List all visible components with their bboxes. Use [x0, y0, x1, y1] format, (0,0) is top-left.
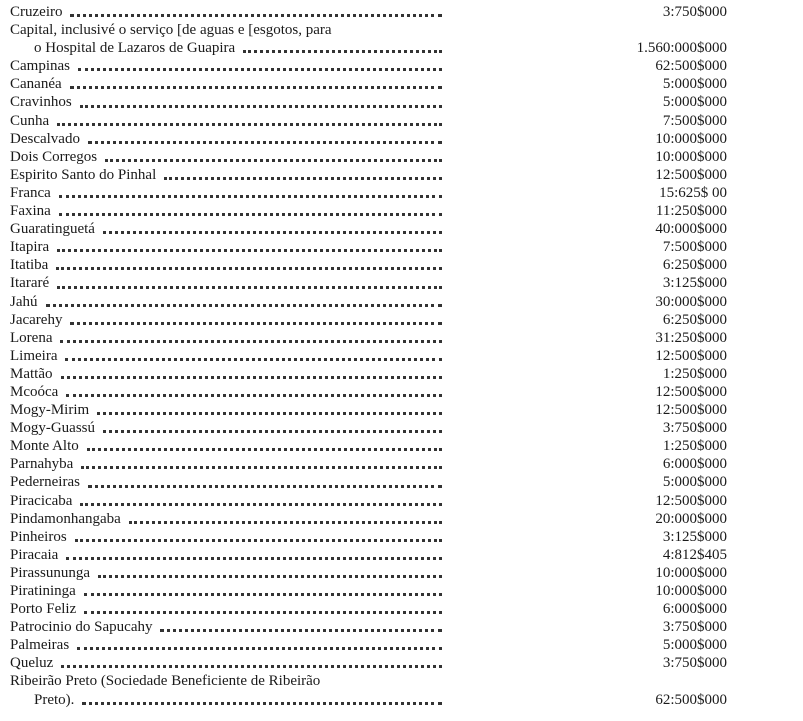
entry-name: Dois Corregos	[10, 148, 98, 165]
entry-name: Guaratinguetá	[10, 221, 95, 238]
entry-name: Mcoóca	[10, 383, 59, 400]
list-item	[0, 293, 803, 311]
dot-leader	[87, 448, 442, 451]
entry-value: 1:250$000	[662, 438, 727, 455]
entry-name: Itararé	[10, 275, 50, 292]
list-item	[0, 112, 803, 130]
entry-name-cell	[10, 455, 442, 473]
list-item	[0, 347, 803, 365]
entry-name: Cruzeiro	[10, 4, 63, 20]
list-item	[0, 166, 803, 184]
entry-value: 10:000$000	[655, 564, 727, 581]
entry-value: 3:750$000	[662, 420, 727, 437]
entry-line	[0, 39, 803, 57]
entry-line	[0, 293, 803, 311]
entry-value: 6:000$000	[662, 456, 727, 473]
entry-name: Preto).	[34, 691, 75, 708]
list-item	[0, 274, 803, 292]
list-item	[0, 311, 803, 329]
dot-leader	[66, 394, 442, 397]
entry-value: 3:125$000	[662, 275, 727, 292]
entry-name: Mogy-Guassú	[10, 420, 95, 437]
entry-line	[0, 455, 803, 473]
list-item	[0, 383, 803, 401]
entry-line	[0, 256, 803, 274]
entry-line	[0, 57, 803, 75]
dot-leader	[61, 665, 442, 668]
entry-line	[0, 220, 803, 238]
entry-value: 5:000$000	[662, 76, 727, 93]
list-item	[0, 618, 803, 636]
entry-line	[0, 238, 803, 256]
dot-leader	[243, 50, 442, 53]
dot-leader	[129, 521, 442, 524]
dot-leader	[84, 593, 442, 596]
list-item	[0, 492, 803, 510]
list-item	[0, 546, 803, 564]
entry-name: Itatiba	[10, 257, 49, 274]
entry-line	[0, 93, 803, 111]
list-item	[0, 3, 803, 21]
list-item	[0, 528, 803, 546]
entry-line	[0, 437, 803, 455]
entry-name-cell	[10, 329, 442, 347]
entry-name-cell	[10, 148, 442, 166]
entry-name: Parnahyba	[10, 456, 74, 473]
entry-name: Jahú	[10, 293, 38, 310]
entry-name: Mogy-Mirim	[10, 402, 90, 419]
list-item	[0, 256, 803, 274]
entry-line	[0, 311, 803, 329]
entry-name-cell	[10, 437, 442, 455]
entry-value: 12:500$000	[655, 492, 727, 509]
entry-line	[0, 564, 803, 582]
entry-name: Piracicaba	[10, 492, 73, 509]
entry-name-cell	[10, 582, 442, 600]
dot-leader	[105, 159, 442, 162]
dot-leader	[59, 213, 442, 216]
entry-value: 10:000$000	[655, 130, 727, 147]
entry-name-cell	[10, 3, 442, 21]
entry-line	[0, 383, 803, 401]
entry-name-cell	[10, 57, 442, 75]
entry-name-cell	[10, 220, 442, 238]
list-item	[0, 654, 803, 672]
entry-name-cell	[10, 365, 442, 383]
entry-name-cell	[10, 600, 442, 618]
dot-leader	[103, 430, 442, 433]
entry-name: Patrocinio do Sapucahy	[10, 619, 153, 636]
entry-name-cell	[10, 672, 442, 690]
entry-name: Espirito Santo do Pinhal	[10, 166, 157, 183]
list-item	[0, 202, 803, 220]
dot-leader	[98, 575, 442, 578]
dot-leader	[77, 647, 442, 650]
entry-name: Pirassununga	[10, 564, 90, 581]
entry-value: 11:250$000	[655, 203, 727, 220]
entry-value: 7:500$000	[662, 112, 727, 129]
list-item	[0, 419, 803, 437]
subsidy-list	[0, 3, 803, 709]
list-item	[0, 401, 803, 419]
entry-value: 12:500$000	[655, 402, 727, 419]
dot-leader	[80, 105, 442, 108]
list-item	[0, 21, 803, 57]
entry-line	[0, 473, 803, 491]
dot-leader	[70, 322, 442, 325]
entry-name-cell	[10, 93, 442, 111]
dot-leader	[80, 503, 442, 506]
entry-line	[0, 184, 803, 202]
entry-line	[0, 691, 803, 709]
dot-leader	[103, 231, 442, 234]
list-item	[0, 184, 803, 202]
dot-leader	[97, 412, 442, 415]
dot-leader	[65, 358, 442, 361]
entry-name-cell	[10, 401, 442, 419]
dot-leader	[88, 485, 442, 488]
dot-leader	[66, 557, 442, 560]
entry-value: 12:500$000	[655, 166, 727, 183]
entry-line	[0, 492, 803, 510]
dot-leader	[160, 629, 442, 632]
entry-name-cell	[10, 184, 442, 202]
entry-line	[0, 636, 803, 654]
entry-line	[0, 329, 803, 347]
entry-line	[0, 546, 803, 564]
entry-value: 3:125$000	[662, 528, 727, 545]
entry-value: 1.560:000$000	[636, 40, 727, 57]
entry-name: Campinas	[10, 58, 70, 75]
entry-name: Porto Feliz	[10, 601, 77, 618]
dot-leader	[46, 304, 443, 307]
entry-value: 3:750$000	[662, 655, 727, 672]
entry-name-cell	[10, 347, 442, 365]
entry-value: 40:000$000	[655, 221, 727, 238]
entry-name-cell	[10, 256, 442, 274]
entry-line	[0, 654, 803, 672]
entry-line	[0, 21, 803, 39]
entry-name: Pindamonhangaba	[10, 510, 121, 527]
entry-line	[0, 528, 803, 546]
list-item	[0, 636, 803, 654]
entry-line	[0, 75, 803, 93]
list-item	[0, 75, 803, 93]
dot-leader	[70, 14, 442, 17]
entry-value: 6:250$000	[662, 257, 727, 274]
list-item	[0, 130, 803, 148]
entry-name-cell	[10, 654, 442, 672]
entry-name-cell	[10, 473, 442, 491]
dot-leader	[57, 286, 442, 289]
entry-name: Queluz	[10, 655, 54, 672]
entry-value: 15:625$ 00	[659, 184, 727, 201]
entry-name-cell	[10, 112, 442, 130]
entry-name-cell	[10, 618, 442, 636]
entry-line	[0, 148, 803, 166]
dot-leader	[75, 539, 442, 542]
entry-name-cell	[10, 383, 442, 401]
entry-line	[0, 112, 803, 130]
entry-name-cell	[10, 130, 442, 148]
entry-line	[0, 130, 803, 148]
entry-name-cell	[10, 274, 442, 292]
entry-name: Piracaia	[10, 546, 59, 563]
dot-leader	[57, 249, 442, 252]
entry-line	[0, 401, 803, 419]
entry-name: Descalvado	[10, 130, 80, 147]
entry-value: 5:000$000	[662, 637, 727, 654]
entry-line	[0, 672, 803, 690]
list-item	[0, 510, 803, 528]
entry-name-cell	[34, 691, 442, 709]
entry-line	[0, 365, 803, 383]
entry-name-cell	[10, 510, 442, 528]
entry-line	[0, 274, 803, 292]
entry-value: 1:250$000	[662, 365, 727, 382]
entry-name-cell	[10, 564, 442, 582]
list-item	[0, 329, 803, 347]
entry-value: 12:500$000	[655, 347, 727, 364]
entry-line	[0, 618, 803, 636]
entry-name-cell	[10, 166, 442, 184]
entry-value: 3:750$000	[662, 619, 727, 636]
entry-name: Ribeirão Preto (Sociedade Beneficiente de Ribeirão	[10, 673, 321, 690]
entry-value: 12:500$000	[655, 383, 727, 400]
entry-line	[0, 510, 803, 528]
entry-name-cell	[10, 546, 442, 564]
entry-name-cell	[10, 492, 442, 510]
entry-value: 6:000$000	[662, 601, 727, 618]
entry-line	[0, 166, 803, 184]
list-item	[0, 437, 803, 455]
entry-name: Palmeiras	[10, 637, 70, 654]
entry-name: Mattão	[10, 365, 53, 382]
entry-name: Cananéa	[10, 76, 62, 93]
entry-name: Pederneiras	[10, 474, 80, 491]
dot-leader	[88, 141, 442, 144]
entry-name: Lorena	[10, 329, 53, 346]
entry-value: 4:812$405	[662, 546, 727, 563]
list-item	[0, 473, 803, 491]
list-item	[0, 582, 803, 600]
entry-name: Capital, inclusivé o serviço [de aguas e [esgotos, para	[10, 22, 332, 39]
entry-name: Itapira	[10, 239, 50, 256]
entry-name-cell	[10, 311, 442, 329]
entry-name: o Hospital de Lazaros de Guapira	[34, 40, 236, 57]
entry-line	[0, 582, 803, 600]
entry-name-cell	[10, 238, 442, 256]
dot-leader	[61, 376, 443, 379]
entry-value: 31:250$000	[655, 329, 727, 346]
entry-name-cell	[10, 75, 442, 93]
entry-value: 20:000$000	[655, 510, 727, 527]
entry-name: Cravinhos	[10, 94, 72, 111]
entry-name: Piratininga	[10, 583, 76, 599]
entry-value: 62:500$000	[655, 58, 727, 75]
list-item	[0, 365, 803, 383]
dot-leader	[164, 177, 442, 180]
list-item	[0, 600, 803, 618]
dot-leader	[70, 86, 442, 89]
dot-leader	[84, 611, 442, 614]
entry-name-cell	[10, 21, 442, 39]
entry-name: Cunha	[10, 112, 50, 129]
list-item	[0, 220, 803, 238]
entry-line	[0, 600, 803, 618]
list-item	[0, 564, 803, 582]
list-item	[0, 93, 803, 111]
dot-leader	[82, 702, 442, 705]
entry-value: 10:000$000	[655, 583, 727, 599]
entry-name-cell	[10, 293, 442, 311]
list-item	[0, 57, 803, 75]
dot-leader	[56, 267, 442, 270]
entry-name: Monte Alto	[10, 438, 79, 455]
entry-value: 30:000$000	[655, 293, 727, 310]
entry-name-cell	[10, 202, 442, 220]
entry-value: 3:750$000	[662, 4, 727, 20]
entry-value: 10:000$000	[655, 148, 727, 165]
entry-line	[0, 3, 803, 21]
entry-name-cell	[10, 419, 442, 437]
dot-leader	[60, 340, 442, 343]
dot-leader	[78, 68, 442, 71]
entry-line	[0, 347, 803, 365]
entry-name-cell	[34, 39, 442, 57]
list-item	[0, 148, 803, 166]
entry-name: Franca	[10, 184, 51, 201]
entry-value: 5:000$000	[662, 94, 727, 111]
entry-name-cell	[10, 636, 442, 654]
list-item	[0, 455, 803, 473]
entry-line	[0, 202, 803, 220]
entry-name-cell	[10, 528, 442, 546]
entry-value: 5:000$000	[662, 474, 727, 491]
dot-leader	[81, 466, 442, 469]
list-item	[0, 238, 803, 256]
dot-leader	[59, 195, 442, 198]
entry-value: 7:500$000	[662, 239, 727, 256]
entry-name: Jacarehy	[10, 311, 63, 328]
entry-line	[0, 419, 803, 437]
entry-value: 62:500$000	[655, 691, 727, 708]
list-item	[0, 672, 803, 708]
entry-name: Limeira	[10, 347, 58, 364]
entry-name: Faxina	[10, 203, 51, 220]
dot-leader	[57, 123, 442, 126]
entry-name: Pinheiros	[10, 528, 67, 545]
entry-value: 6:250$000	[662, 311, 727, 328]
